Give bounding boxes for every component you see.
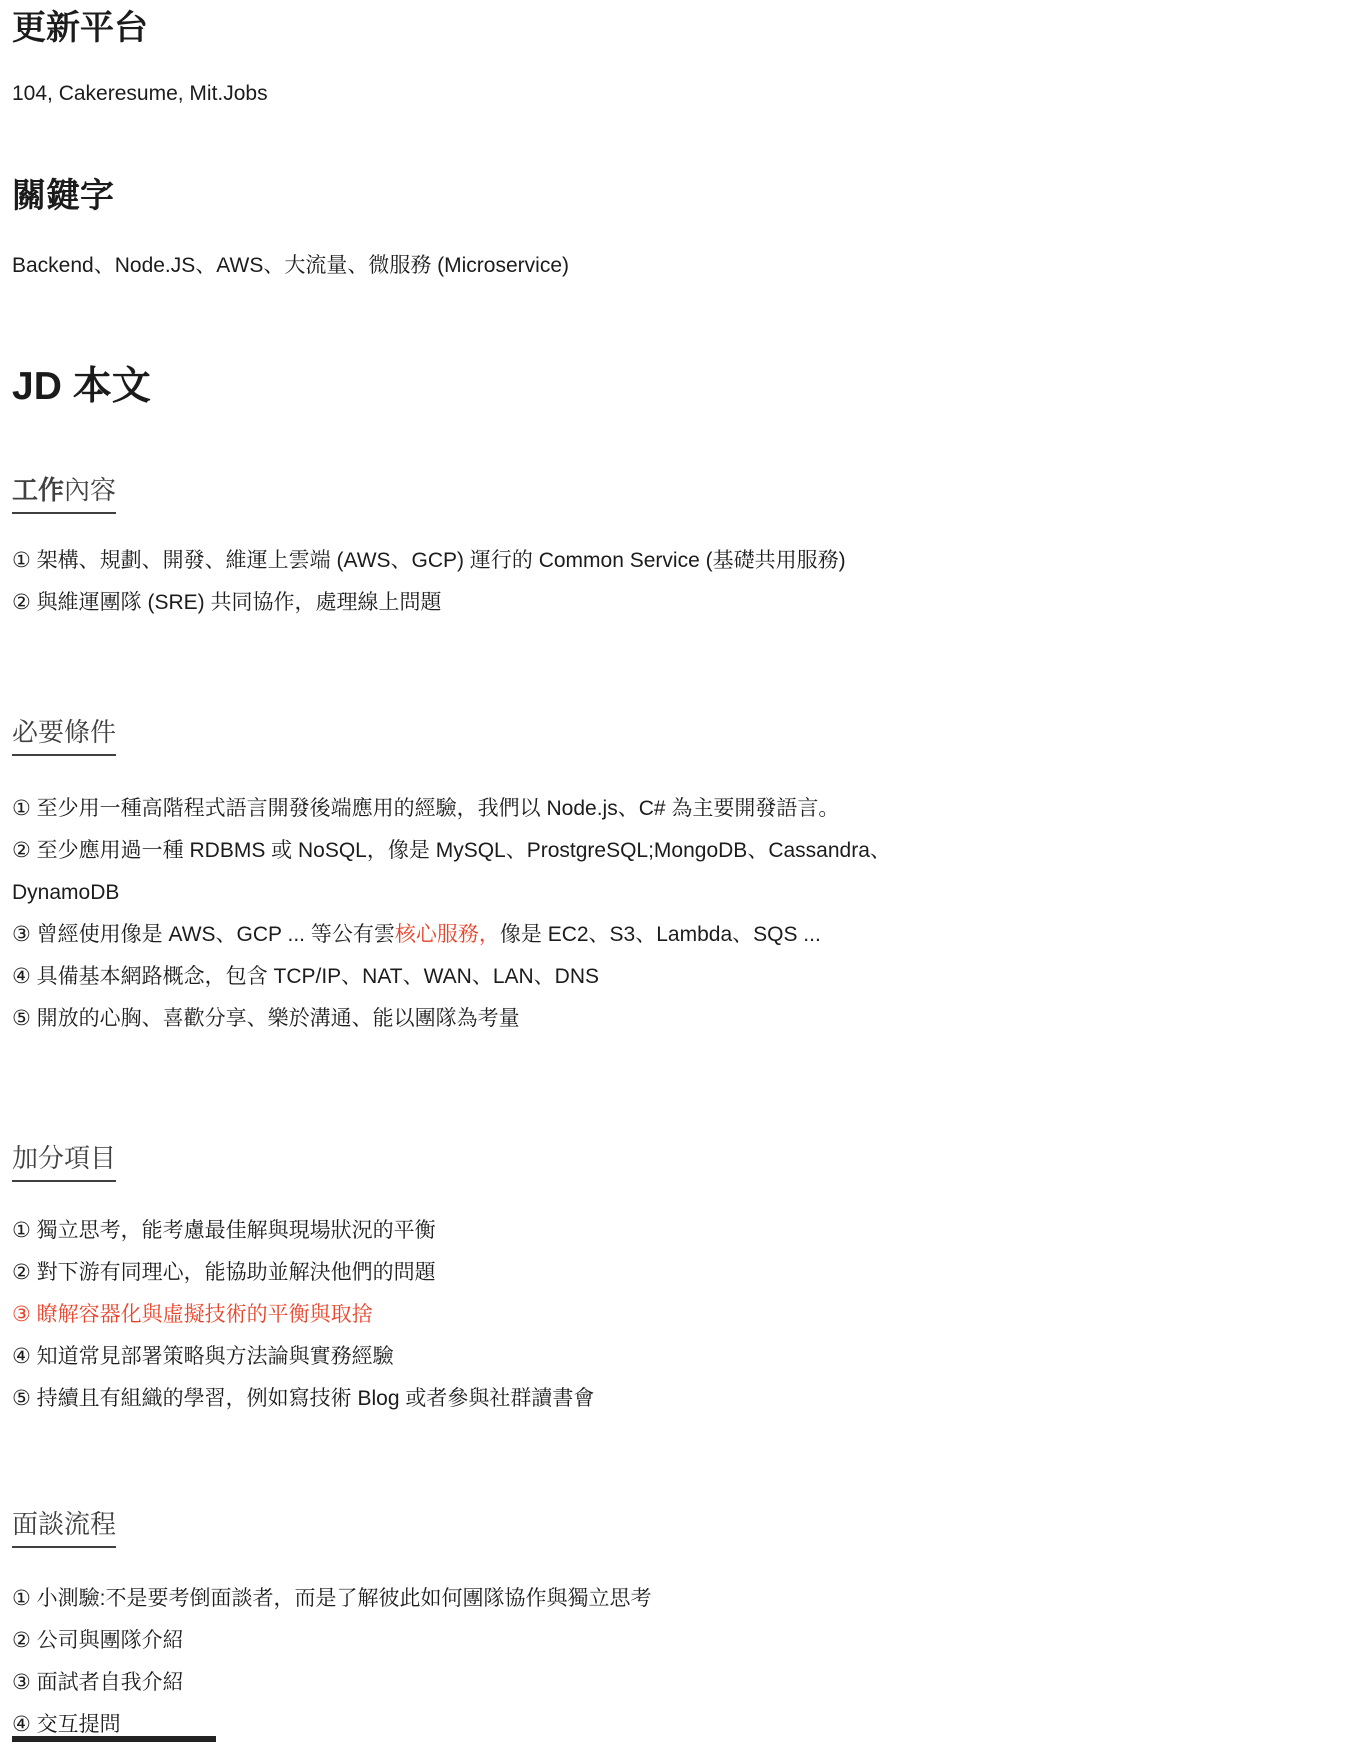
keywords-line: Backend、Node.JS、AWS、大流量、微服務 (Microservice) [12,254,569,277]
list-line [12,1210,1358,1252]
line-text: ② 公司與團隊介紹 [12,1629,184,1652]
list-line [12,830,1358,872]
interview-list [12,1578,1358,1746]
line-text: ⑤ 持續且有組織的學習，例如寫技術 Blog 或者參與社群讀書會 [12,1387,595,1410]
line-text: DynamoDB [12,881,120,904]
heading-segment: 工作 [12,475,65,505]
line-text: ④ 知道常見部署策略與方法論與實務經驗 [12,1345,394,1368]
heading-segment: 內容 [64,475,117,505]
jd-document [12,6,1358,1746]
line-text: ② 至少應用過一種 RDBMS 或 NoSQL，像是 MySQL、ProstgreSQL;MongoDB、Cassandra、 [12,839,891,862]
heading-jd-body: JD 本文 [12,365,151,408]
line-text: ① 架構、規劃、開發、維運上雲端 (AWS、GCP) 運行的 Common Service (基礎共用服務) [12,549,846,572]
list-line [12,1378,1358,1420]
requirements-list [12,788,1358,1040]
list-line [12,582,1358,624]
bonus-list [12,1210,1358,1420]
line-text: ④ 具備基本網路概念，包含 TCP/IP、NAT、WAN、LAN、DNS [12,965,600,988]
line-text: ① 至少用一種高階程式語言開發後端應用的經驗，我們以 Node.js、C# 為主要開發語言。 [12,797,840,820]
list-line [12,1578,1358,1620]
heading-update-platforms: 更新平台 [12,9,148,47]
line-text: ② 對下游有同理心，能協助並解決他們的問題 [12,1261,436,1284]
cropped-next-section-bar [12,1736,216,1742]
heading-bonus [12,1140,1358,1182]
list-line [12,1620,1358,1662]
highlighted-red-text: ③ 瞭解容器化與虛擬技術的平衡與取捨 [12,1303,373,1326]
line-text: 像是 EC2、S3、Lambda、SQS ... [499,923,821,946]
highlighted-red-text: 核心服務， [394,923,500,946]
job-content-list [12,540,1358,624]
platforms-line: 104, Cakeresume, Mit.Jobs [12,82,268,105]
heading-segment: 加分項目 [12,1143,117,1173]
line-text: ④ 交互提問 [12,1713,121,1736]
underlined-heading-text [12,714,116,756]
underlined-heading-text [12,1506,116,1548]
heading-job-content [12,472,1358,514]
underlined-heading-text [12,1140,116,1182]
line-text: ② 與維運團隊 (SRE) 共同協作，處理線上問題 [12,591,442,614]
list-line [12,914,1358,956]
list-line [12,1252,1358,1294]
list-line [12,540,1358,582]
line-text: ③ 曾經使用像是 AWS、GCP ... 等公有雲 [12,923,395,946]
underlined-heading-text [12,472,116,514]
list-line [12,872,1358,914]
line-text: ① 小測驗:不是要考倒面談者，而是了解彼此如何團隊協作與獨立思考 [12,1587,652,1610]
heading-requirements [12,714,1358,756]
list-line [12,1336,1358,1378]
line-text: ⑤ 開放的心胸、喜歡分享、樂於溝通、能以團隊為考量 [12,1007,520,1030]
list-line [12,998,1358,1040]
list-line [12,1662,1358,1704]
line-text: ① 獨立思考，能考慮最佳解與現場狀況的平衡 [12,1219,436,1242]
line-text: ③ 面試者自我介紹 [12,1671,184,1694]
heading-interview-process [12,1506,1358,1548]
heading-keywords: 關鍵字 [12,177,114,215]
list-line [12,956,1358,998]
list-line [12,1294,1358,1336]
heading-segment: 面談流程 [12,1509,117,1539]
list-line [12,788,1358,830]
heading-segment: 必要條件 [12,717,117,747]
